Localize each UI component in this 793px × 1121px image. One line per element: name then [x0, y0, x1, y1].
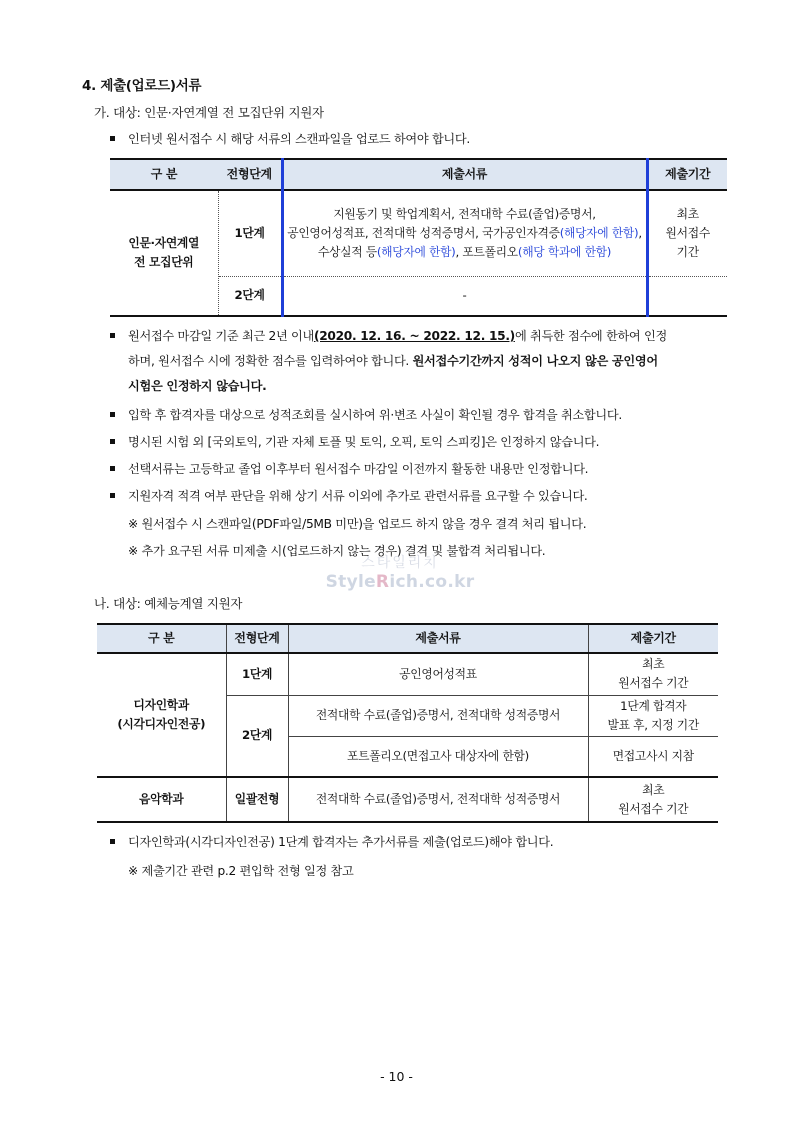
stage2-cell: 2단계 [226, 695, 288, 777]
stage2-documents-cell: - [282, 276, 647, 316]
bullet-upload-intro [110, 127, 470, 152]
stage1-documents-cell: 지원동기 및 학업계획서, 전적대학 수료(졸업)증명서, 공인영어성적표, 전적대학 성적증명서, 국가공인자격증(해당자에 한함), 수상실적 등(해당자에 한함), 포트폴리오(해당 학과에 한함) [282, 190, 647, 276]
subsection-title-humanities: 가. 대상: 인문·자연계열 전 모집단위 지원자 [94, 105, 324, 120]
header-documents: 제출서류 [288, 624, 588, 653]
bullet-verification: 입학 후 합격자를 대상으로 성적조회를 실시하여 위·변조 사실이 확인될 경우 합격을 취소합니다. [110, 403, 622, 428]
table-header-row [110, 159, 727, 190]
design-dept-cell: 디자인학과 (시각디자인전공) [97, 653, 226, 777]
stage1-cell: 1단계 [226, 653, 288, 695]
music-stage-cell: 일괄전형 [226, 777, 288, 822]
bullet-square-icon [110, 333, 115, 338]
music-period-cell: 최초 원서접수 기간 [588, 777, 718, 822]
bullet-additional-docs: 지원자격 적격 여부 판단을 위해 상기 서류 이외에 추가로 관련서류를 요구할 수 있습니다. [110, 484, 588, 509]
bullet-square-icon [110, 493, 115, 498]
stage2-cell: 2단계 [218, 276, 282, 316]
bullet-optional-docs: 선택서류는 고등학교 졸업 이후부터 원서접수 마감일 이전까지 활동한 내용만 인정합니다. [110, 457, 588, 482]
music-dept-cell: 음악학과 [97, 777, 226, 822]
stage2-documents-cell: 전적대학 수료(졸업)증명서, 전적대학 성적증명서 [288, 695, 588, 736]
note-scan-file: ※ 원서접수 시 스캔파일(PDF파일/5MB 미만)을 업로드 하지 않을 경우 결격 처리 됩니다. [128, 517, 587, 531]
bullet-square-icon [110, 439, 115, 444]
stage2-period-cell [647, 276, 727, 316]
note-missing-docs: ※ 추가 요구된 서류 미제출 시(업로드하지 않는 경우) 결격 및 불합격 처리됩니다. [128, 544, 546, 558]
bullet-square-icon [110, 839, 115, 844]
table-row-design-stage1 [97, 653, 718, 695]
music-documents-cell: 전적대학 수료(졸업)증명서, 전적대학 성적증명서 [288, 777, 588, 822]
bullet-excluded-tests: 명시된 시험 외 [국외토익, 기관 자체 토플 및 토익, 오픽, 토익 스피킹]은 인정하지 않습니다. [110, 430, 599, 455]
subsection-title-arts: 나. 대상: 예체능계열 지원자 [94, 596, 243, 611]
stage1-documents-cell: 공인영어성적표 [288, 653, 588, 695]
watermark: 스타일리치 StyleRich.co.kr [325, 555, 475, 592]
header-category: 구 분 [110, 159, 218, 190]
page-number: - 10 - [380, 1069, 413, 1084]
bullet-square-icon [110, 412, 115, 417]
section-title: 4. 제출(업로드)서류 [82, 78, 202, 94]
bullet-score-validity: 원서접수 마감일 기준 최근 2년 이내(2020. 12. 16. ~ 2022. 12. 15.)에 취득한 점수에 한하여 인정 하며, 원서접수 시에 정확한 점수를 입력하여야 합니다. 원서접수기간까지 성적이 나오지 않은 공인영어 시험은 인정하지 않습니다. [110, 324, 720, 399]
header-stage: 전형단계 [226, 624, 288, 653]
table-header-row [97, 624, 718, 653]
portfolio-documents-cell: 포트폴리오(면접고사 대상자에 한함) [288, 736, 588, 777]
bullet-square-icon [110, 466, 115, 471]
humanities-documents-table [110, 158, 727, 317]
group-cell: 인문·자연계열 전 모집단위 [110, 190, 218, 316]
bullet-design-additional: 디자인학과(시각디자인전공) 1단계 합격자는 추가서류를 제출(업로드)해야 합니다. [110, 830, 553, 855]
stage1-cell: 1단계 [218, 190, 282, 276]
table-row-stage1 [110, 190, 727, 276]
bullet-square-icon [110, 136, 115, 141]
portfolio-period-cell: 면접고사시 지참 [588, 736, 718, 777]
period-cell: 최초 원서접수 기간 [647, 190, 727, 276]
header-period: 제출기간 [588, 624, 718, 653]
header-category: 구 분 [97, 624, 226, 653]
stage2-period-cell: 1단계 합격자 발표 후, 지정 기간 [588, 695, 718, 736]
table-row-music [97, 777, 718, 822]
header-stage: 전형단계 [218, 159, 282, 190]
bullet-text: 인터넷 원서접수 시 해당 서류의 스캔파일을 업로드 하여야 합니다. [128, 132, 470, 146]
header-period: 제출기간 [647, 159, 727, 190]
arts-documents-table [97, 623, 718, 823]
stage1-period-cell: 최초 원서접수 기간 [588, 653, 718, 695]
note-schedule-reference: ※ 제출기간 관련 p.2 편입학 전형 일정 참고 [128, 864, 354, 878]
header-documents: 제출서류 [282, 159, 647, 190]
